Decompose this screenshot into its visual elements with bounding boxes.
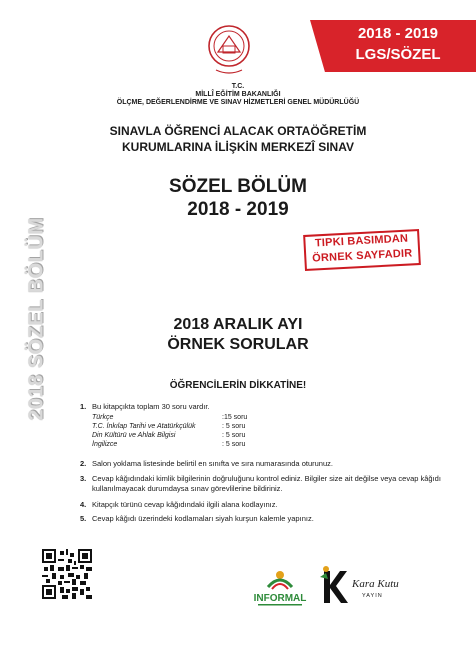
instruction-text: Salon yoklama listesinde belirtil en sınıfta ve sıra numarasında oturunuz. — [92, 459, 333, 468]
subject-name: T.C. İnkılap Tarihi ve Atatürkçülük — [92, 423, 196, 430]
instruction-number: 2. — [80, 459, 87, 468]
ribbon-subtitle: LGS/SÖZEL — [355, 46, 441, 63]
vertical-label-text: 2018 SÖZEL BÖLÜM — [25, 217, 48, 421]
informal-logo-text: INFORMAL — [253, 593, 307, 604]
section-title: SÖZEL BÖLÜM — [169, 176, 307, 197]
instruction-number: 5. — [80, 514, 87, 523]
subject-list — [80, 413, 450, 453]
instruction-text: Kitapçık türünü cevap kâğıdındaki ilgili alana kodlayınız. — [92, 500, 278, 509]
instruction-text: Cevap kâğıdındaki kimlik bilgilerinin doğruluğunu kontrol ediniz. Bilgiler size ait değilse veya cevap kâğıdı kullanılmayacak durumdaysa sınav görevlilerine bildiriniz. — [92, 474, 441, 493]
sample-title-line2: ÖRNEK SORULAR — [167, 336, 309, 353]
karakutu-logo-subtext: YAYIN — [362, 593, 383, 599]
instruction-number: 3. — [80, 474, 87, 483]
header-ministry: MİLLÎ EĞİTİM BAKANLIĞI — [195, 91, 281, 98]
instruction-item-4 — [80, 500, 450, 512]
instruction-item-3 — [80, 474, 450, 496]
instruction-item-2 — [80, 459, 450, 471]
sample-title-line1: 2018 ARALIK AYI — [173, 316, 303, 333]
instruction-text: Bu kitapçıkta toplam 30 soru vardır. — [92, 402, 210, 411]
exam-title-line2: KURUMLARINA İLİŞKİN MERKEZÎ SINAV — [122, 140, 354, 154]
karakutu-logo-icon — [316, 565, 410, 610]
qr-code-icon[interactable] — [42, 549, 92, 599]
attention-heading: ÖĞRENCİLERİN DİKKATİNE! — [169, 380, 307, 391]
subject-count: : 5 soru — [222, 423, 246, 430]
ministry-emblem-icon — [206, 22, 252, 78]
sample-stamp — [303, 229, 421, 271]
subject-count: : 5 soru — [222, 441, 246, 448]
header-directorate: ÖLÇME, DEĞERLENDİRME VE SINAV HİZMETLERİ GENEL MÜDÜRLÜĞÜ — [116, 99, 360, 106]
instruction-item-5 — [80, 514, 450, 526]
instruction-text: Cevap kâğıdı üzerindeki kodlamaları siyah kurşun kalemle yapınız. — [92, 514, 314, 523]
stamp-line2: ÖRNEK SAYFADIR — [311, 247, 413, 265]
subject-name: Türkçe — [92, 414, 114, 421]
exam-title-line1: SINAVLA ÖĞRENCİ ALACAK ORTAÖĞRETİM — [109, 124, 367, 138]
header-tc: T.C. — [231, 83, 245, 90]
section-years: 2018 - 2019 — [187, 199, 289, 220]
subject-count: :15 soru — [222, 414, 248, 421]
subject-name: İngilizce — [92, 441, 118, 448]
karakutu-logo-text: Kara Kutu — [352, 578, 399, 590]
informal-logo-icon — [248, 565, 312, 610]
stamp-line1: TIPKI BASIMDAN — [314, 232, 409, 250]
instruction-number: 4. — [80, 500, 87, 509]
ribbon-year: 2018 - 2019 — [357, 25, 439, 42]
subject-name: Din Kültürü ve Ahlak Bilgisi — [92, 432, 176, 439]
subject-count: : 5 soru — [222, 432, 246, 439]
instruction-number: 1. — [80, 402, 87, 411]
